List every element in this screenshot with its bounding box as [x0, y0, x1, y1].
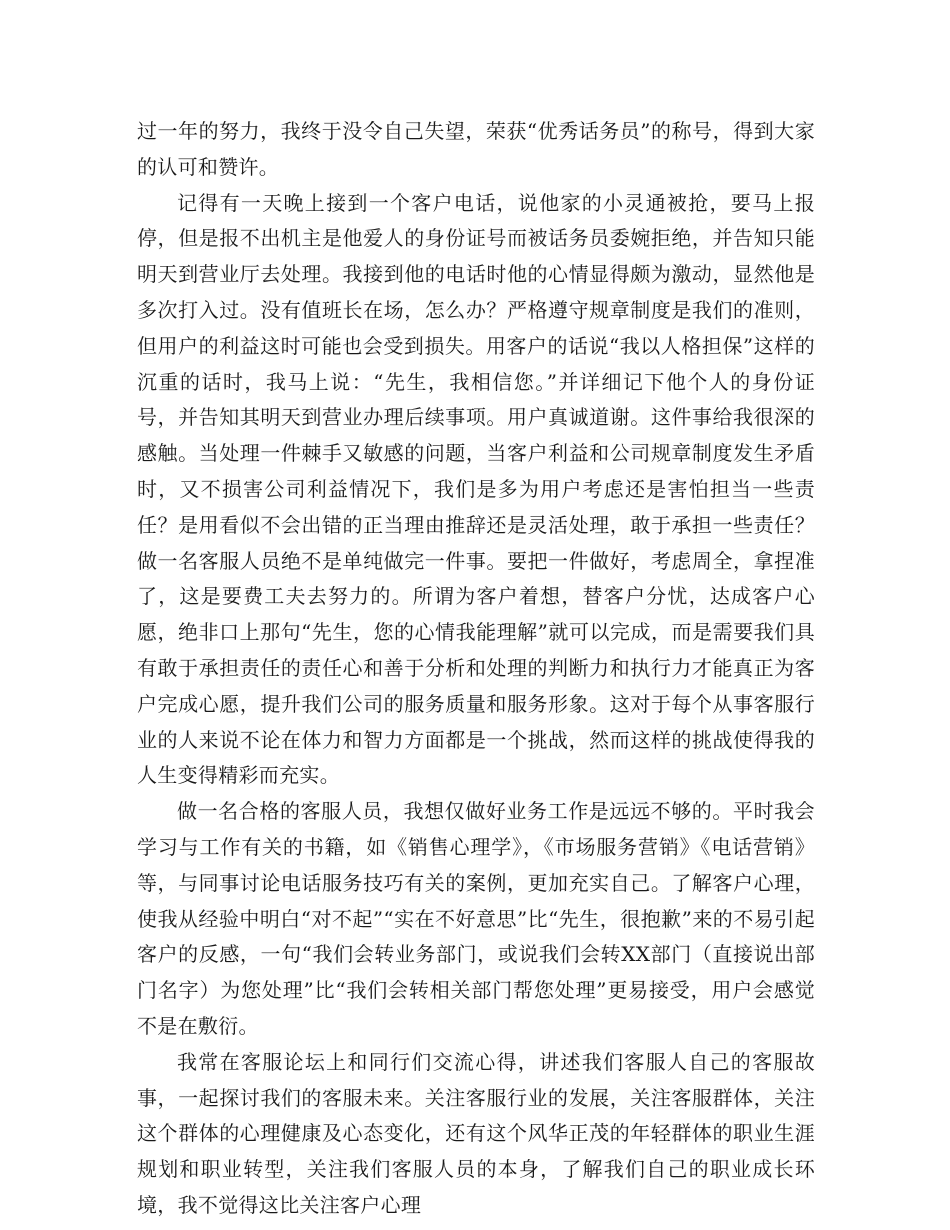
- paragraph-customer-call-story: 记得有一天晚上接到一个客户电话，说他家的小灵通被抢，要马上报停，但是报不出机主是他爱人的身份证号而被话务员委婉拒绝，并告知只能明天到营业厅去处理。我接到他的电话时他的心情显得颇为激动，显然他是多次打入过。没有值班长在场，怎么办？严格遵守规章制度是我们的准则，但用户的利益这时可能也会受到损失。用客户的话说“我以人格担保”这样的沉重的话时，我马上说：“先生，我相信您。”并详细记下他个人的身份证号，并告知其明天到营业办理后续事项。用户真诚道谢。这件事给我很深的感触。当处理一件棘手又敏感的问题，当客户利益和公司规章制度发生矛盾时，又不损害公司利益情况下，我们是多为用户考虑还是害怕担当一些责任？是用看似不会出错的正当理由推辞还是灵活处理，敢于承担一些责任？做一名客服人员绝不是单纯做完一件事。要把一件做好，考虑周全，拿捏准了，这是要费工夫去努力的。所谓为客户着想，替客户分忧，达成客户心愿，绝非口上那句“先生，您的心情我能理解”就可以完成，而是需要我们具有敢于承担责任的责任心和善于分析和处理的判断力和执行力才能真正为客户完成心愿，提升我们公司的服务质量和服务形象。这对于每个从事客服行业的人来说不论在体力和智力方面都是一个挑战，然而这样的挑战使得我的人生变得精彩而充实。: [137, 190, 815, 788]
- paragraph-learning-skills: 做一名合格的客服人员，我想仅做好业务工作是远远不够的。平时我会学习与工作有关的书籍，如《销售心理学》，《市场服务营销》《电话营销》等，与同事讨论电话服务技巧有关的案例，更加充实自己。了解客户心理，使我从经验中明白“对不起”“实在不好意思”比“先生，很抱歉”来的不易引起客户的反感，一句“我们会转业务部门，或说我们会转XX部门（直接说出部门名字）为您处理”比“我们会转相关部门帮您处理”更易接受，用户会感觉不是在敷衍。: [137, 799, 815, 1038]
- document-body: [137, 114, 815, 1224]
- paragraph-continuation: 过一年的努力，我终于没令自己失望，荣获“优秀话务员”的称号，得到大家的认可和赞许。: [137, 119, 815, 179]
- paragraph-forum-exchange: 我常在客服论坛上和同行们交流心得，讲述我们客服人自己的客服故事，一起探讨我们的客服未来。关注客服行业的发展，关注客服群体，关注这个群体的心理健康及心态变化，还有这个风华正茂的年轻群体的职业生涯规划和职业转型，关注我们客服人员的本身，了解我们自己的职业成长环境，我不觉得这比关注客户心理: [137, 1049, 815, 1217]
